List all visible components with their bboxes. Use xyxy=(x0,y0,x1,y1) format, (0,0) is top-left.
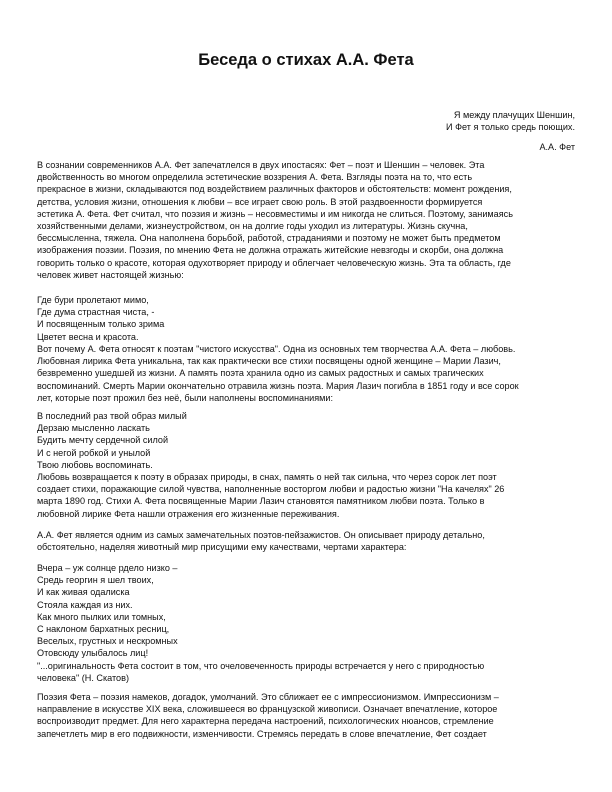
text-line: Поэзия Фета – поэзия намеков, догадок, умолчаний. Это сближает ее с импрессионизмом. Импрессионизм – xyxy=(37,692,499,702)
text-line: говорить только о красоте, которая одухотворяет природу и облегчает человеческую жизнь. Эта та область, где xyxy=(37,257,511,268)
text-line: воспроизводит предмет. Для него характерна передача настроений, психологических нюансов, стремление xyxy=(37,716,494,727)
text-line: изображения поэзии. Поэзия, по мнению Фета не должна отражать житейские невзгоды и скорби, она должна xyxy=(37,245,504,256)
text-line: запечетлеть мир в его подвижности, изменчивости. Стремясь передать в слове впечатление, Фет создает xyxy=(37,728,487,739)
poem-line: Твою любовь воспоминать. xyxy=(37,459,153,470)
poem-line: Как много пылких или томных, xyxy=(37,611,166,622)
poem-line: С наклоном бархатных ресниц, xyxy=(37,624,170,635)
text-line: детства, условия жизни, отношения к любви – все играет свою роль. В этой раздвоенности формируется xyxy=(37,196,483,207)
text-line: создает стихи, поражающие силой чувства, наполненные восторгом любви и радостью жизни "На качелях" 26 xyxy=(37,484,505,495)
poem-line: В последний раз твой образ милый xyxy=(37,411,187,421)
text-line: прекрасное в жизни, складываются под воздействием различных факторов и обстоятельств: момент рождения, xyxy=(37,184,512,195)
poem-line: И посвященным только зрима xyxy=(37,319,165,330)
poem-line: И с негой робкой и унылой xyxy=(37,447,151,458)
poem-last-time xyxy=(37,410,577,471)
poem-line: Веселых, грустных и нескромных xyxy=(37,636,178,647)
paragraph-love xyxy=(37,343,577,404)
poem-line: Дерзаю мысленно ласкать xyxy=(37,423,150,434)
epigraph xyxy=(446,109,575,134)
text-line: человек живет настоящей жизнью: xyxy=(37,269,184,280)
text-line: эстетика А. Фета. Фет считал, что поэзия и жизнь – несовместимы и им никогда не слиться. Поэтому, занимаясь xyxy=(37,208,513,219)
text-line: марта 1890 год. Стихи А. Фета посвященные Марии Лазич становятся памятником любви поэта. Только в xyxy=(37,496,485,507)
text-line: двойственность во многом определила эстетические воззрения А. Фета. Взгляды поэта на то, что есть xyxy=(37,172,473,183)
text-line: Вот почему А. Фета относят к поэтам "чистого искусства". Одна из основных тем творчества А.А. Фета – любовь. xyxy=(37,344,516,354)
text-line: безвременно ушедшей из жизни. А память поэта хранила одно из самых радостных и самых трагических xyxy=(37,368,484,379)
text-line: хозяйственными делами, жизнеустройством, он на долгие годы уходил из литературы. Жизнь скучна, xyxy=(37,221,468,232)
paragraph-intro xyxy=(37,159,577,281)
poem-line: Будить мечту сердечной силой xyxy=(37,435,169,446)
poem-line: Где бури пролетают мимо, xyxy=(37,295,149,305)
text-line: лет, которые поэт прожил без неё, были наполнены воспоминаниями: xyxy=(37,392,334,403)
quote-skatov xyxy=(37,660,577,684)
paragraph-memory xyxy=(37,471,577,520)
page-title: Беседа о стихах А.А. Фета xyxy=(198,51,414,69)
poem-line: Средь георгин я шел твоих, xyxy=(37,575,154,586)
paragraph-landscape xyxy=(37,529,577,553)
poem-line: Стояла каждая из них. xyxy=(37,599,133,610)
poem-spring xyxy=(37,294,577,343)
poem-line: Где дума страстная чиста, - xyxy=(37,307,155,318)
text-line: А.А. Фет является одним из самых замечательных поэтов-пейзажистов. Он описывает природу детально, xyxy=(37,530,485,540)
text-line: В сознании современников А.А. Фет запечатлелся в двух ипостасях: Фет – поэт и Шеншин – человек. Эта xyxy=(37,160,485,170)
epigraph-line: И Фет я только средь поющих. xyxy=(446,122,575,133)
text-line: любовной лирике Фета нашли отражения его жизненные переживания. xyxy=(37,508,340,519)
epigraph-line: Я между плачущих Шеншин, xyxy=(453,110,575,120)
text-line: бессмысленна, тяжела. Она наполнена борьбой, работой, страданиями и поэтому не может быть предметом xyxy=(37,233,501,244)
poem-line: И как живая одалиска xyxy=(37,587,130,598)
text-line: обстоятельно, наделяя животный мир присущими ему качествами, чертами характера: xyxy=(37,542,407,553)
poem-line: Вчера – уж солнце рдело низко – xyxy=(37,563,178,573)
text-line: воспоминаний. Смерть Марии окончательно отравила жизнь поэта. Мария Лазич погибла в 1851 году и все сорок xyxy=(37,380,519,391)
poem-line: Цветет весна и красота. xyxy=(37,331,139,342)
poem-line: Отовсюду улыбалось лиц! xyxy=(37,648,149,659)
poem-georgins xyxy=(37,562,577,660)
epigraph-author: А.А. Фет xyxy=(539,142,575,152)
text-line: Любовная лирика Фета уникальна, так как практически все стихи посвящены одной женщине – Марии Лазич, xyxy=(37,356,501,367)
paragraph-impressionism xyxy=(37,691,577,740)
quote-line: "...оригинальность Фета состоит в том, что очеловеченность природы встречается у него с природностью xyxy=(37,661,485,671)
quote-line: человека" (Н. Скатов) xyxy=(37,673,129,684)
text-line: направление в искусстве XIX века, сложившееся во французской живописи. Означает впечатление, которое xyxy=(37,704,498,715)
text-line: Любовь возвращается к поэту в образах природы, в снах, память о ней так сильна, что через сорок лет поэт xyxy=(37,472,497,482)
